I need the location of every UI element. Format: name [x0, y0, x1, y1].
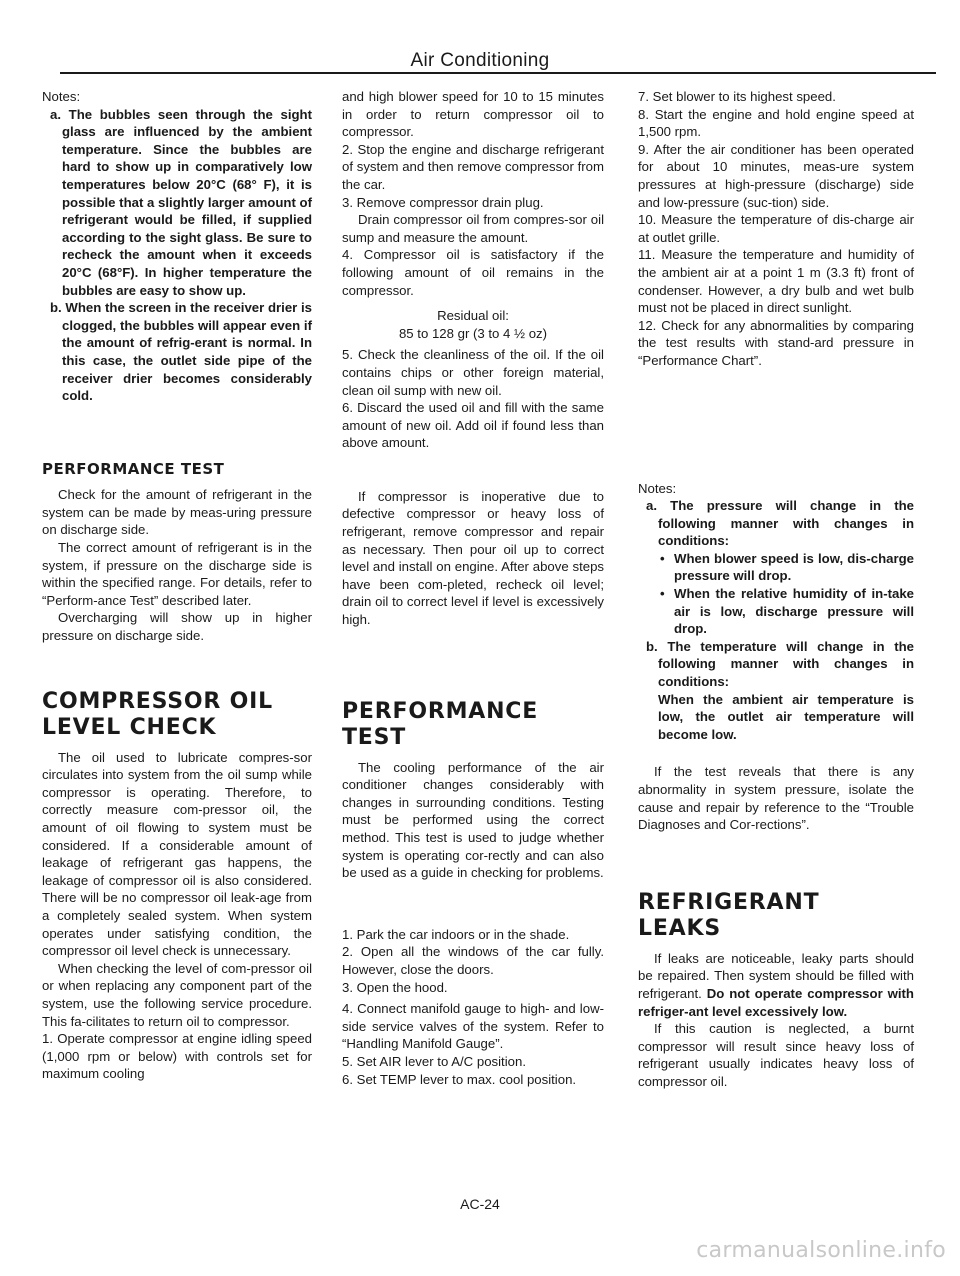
leaks-warning: Do not operate compressor with refriger-ant level excessively low. [638, 985, 914, 1019]
heading-line: LEVEL CHECK [42, 714, 217, 740]
bullet-text: When blower speed is low, dis-charge pressure will drop. [674, 550, 914, 584]
notes-label: Notes: [638, 480, 677, 496]
residual-oil-label: Residual oil: [437, 308, 509, 324]
paragraph: The oil used to lubricate compres-sor circulates into system from the oil sump while compressor is operating. Therefore, to correctly measure com-pressor oil, the amount of oil flowing to system must be considered. If a considerable amount of leakage of refrigerant gas happens, the leakage of compressor oil is also considered. There will be no compressor oil leak-age from a completely sealed system. When system operates under satisfying condition, the compressor oil level check is unnecessary. [42, 749, 312, 959]
step-s11: 11. Measure the temperature and humidity of the ambient air at a point 1 m (3.3 ft) front of condenser. However, a dry bulb and wet bulb must not be placed in direct sunlight. [638, 247, 914, 316]
notes-label: Notes: [42, 89, 81, 104]
paragraph: The cooling performance of the air conditioner changes considerably with changes in surrounding conditions. Testing must be performed using the correct method. This test is used to judge whether system is operating cor-rectly and can also be used as a guide in checking for problems. [342, 759, 604, 881]
column-middle [342, 88, 604, 1088]
step-s9: 9. After the air conditioner has been operated for about 10 minutes, meas-ure system pressures at high-pressure (discharge) side and low-pressure (suc-tion) side. [638, 141, 914, 210]
step-4: 4. Compressor oil is satisfactory if the following amount of oil remains in the compressor. [342, 247, 604, 298]
heading-line: LEAKS [638, 915, 721, 941]
column-left [42, 88, 312, 1083]
paragraph [638, 950, 914, 1020]
note-b: b. When the screen in the receiver drier is clogged, the bubbles will appear even if the amount of refrig-erant is normal. In this case, the outlet side pipe of the receiver drier becomes considerably cold. [50, 300, 312, 404]
step-s6: 6. Set TEMP lever to max. cool position. [342, 1071, 577, 1087]
step-s10: 10. Measure the temperature of dis-charge air at outlet grille. [638, 212, 914, 245]
paragraph: If this caution is neglected, a burnt compressor will result since heavy loss of refrigerant usually indicates heavy loss of compressor oil. [638, 1021, 914, 1089]
leaks-text: If leaks are noticeable, leaky parts should be repaired. Then system should be filled with refrigerant. [638, 950, 914, 1001]
column-right [638, 88, 914, 1091]
bullet-icon: • [660, 550, 665, 566]
note-a: a. The bubbles seen through the sight glass are influenced by the ambient temperature. Since the bubbles are hard to show up in comparatively low temperatures below 20°C (68° F), it is possible that a slightly larger amount of refrigerant would be filled, if supplied according to the sight glass. Be sure to recheck the amount when it exceeds 20°C (68°F). In higher temperature the bubbles are easy to show up. [50, 106, 312, 298]
bullet-item [638, 550, 914, 585]
step-s5: 5. Set AIR lever to A/C position. [342, 1053, 526, 1069]
step-3: 3. Remove compressor drain plug. [342, 194, 544, 210]
header-divider [60, 72, 936, 74]
step-5: 5. Check the cleanliness of the oil. If the oil contains chips or other foreign material, clean oil sump with new oil. [342, 347, 604, 398]
step-s1: 1. Park the car indoors or in the shade. [342, 926, 570, 942]
section-heading-performance-test: PERFORMANCE TEST [42, 459, 225, 478]
residual-oil-value: 85 to 128 gr (3 to 4 ½ oz) [398, 325, 548, 341]
paragraph: Drain compressor oil from compres-sor oil sump and measure the amount. [342, 212, 604, 245]
paragraph: The correct amount of refrigerant is in the system, if pressure on the discharge side is within the specified range. For details, refer to “Perform-ance Test” described later. [42, 540, 312, 608]
step-2: 2. Stop the engine and discharge refrigerant of system and then remove compressor from the car. [342, 141, 604, 192]
watermark-text: carmanualsonline.info [696, 1238, 946, 1263]
step-s8: 8. Start the engine and hold engine speed at 1,500 rpm. [638, 106, 914, 140]
paragraph: When checking the level of com-pressor oil or when replacing any component part of the system, use the following service procedure. This fa-cilitates to return oil to compressor. [42, 960, 312, 1029]
step-s3: 3. Open the hood. [342, 979, 448, 995]
bullet-text: When the relative humidity of in-take air is low, discharge pressure will drop. [674, 586, 914, 637]
heading-line: REFRIGERANT [638, 889, 820, 915]
paragraph: and high blower speed for 10 to 15 minutes in order to return compressor oil to compressor. [342, 89, 604, 140]
section-heading-compressor-oil [42, 689, 312, 741]
step-1: 1. Operate compressor at engine idling speed (1,000 rpm or below) with controls set for maximum cooling [42, 1031, 312, 1082]
note-a: a. The pressure will change in the following manner with changes in conditions: [646, 498, 914, 549]
note-b: b. The temperature will change in the following manner with changes in conditions: [646, 638, 914, 690]
paragraph: If compressor is inoperative due to defective compressor or heavy loss of refrigerant, remove compressor and repair as necessary. Then pour oil up to correct level and install on engine. After above steps have been com-pleted, recheck oil level; drain oil to correct level if level is excessively high. [342, 488, 604, 628]
step-6: 6. Discard the used oil and fill with the same amount of new oil. Add oil if found less than above amount. [342, 400, 604, 451]
section-heading-refrigerant-leaks [638, 890, 914, 942]
paragraph: Overcharging will show up in higher pressure on discharge side. [42, 610, 312, 644]
section-heading-performance-test-2: PERFORMANCE TEST [342, 698, 539, 750]
step-s2: 2. Open all the windows of the car fully. However, close the doors. [342, 944, 604, 977]
paragraph: If the test reveals that there is any abnormality in system pressure, isolate the cause and repair by reference to the “Trouble Diagnoses and Cor-rections”. [638, 764, 914, 833]
page-header-title: Air Conditioning [410, 50, 550, 71]
paragraph: Check for the amount of refrigerant in the system can be made by meas-uring pressure on discharge side. [42, 487, 312, 538]
heading-line: COMPRESSOR OIL [42, 688, 273, 714]
note-b-detail: When the ambient air temperature is low, the outlet air temperature will become low. [658, 691, 914, 742]
bullet-item [638, 585, 914, 638]
step-s4: 4. Connect manifold gauge to high- and low-side service valves of the system. Refer to “Handling Manifold Gauge”. [342, 1001, 604, 1052]
step-s7: 7. Set blower to its highest speed. [638, 89, 836, 104]
step-s12: 12. Check for any abnormalities by comparing the test results with stand-ard pressure in “Performance Chart”. [638, 317, 914, 368]
bullet-icon: • [660, 586, 665, 602]
page-number: AC-24 [460, 1196, 500, 1212]
